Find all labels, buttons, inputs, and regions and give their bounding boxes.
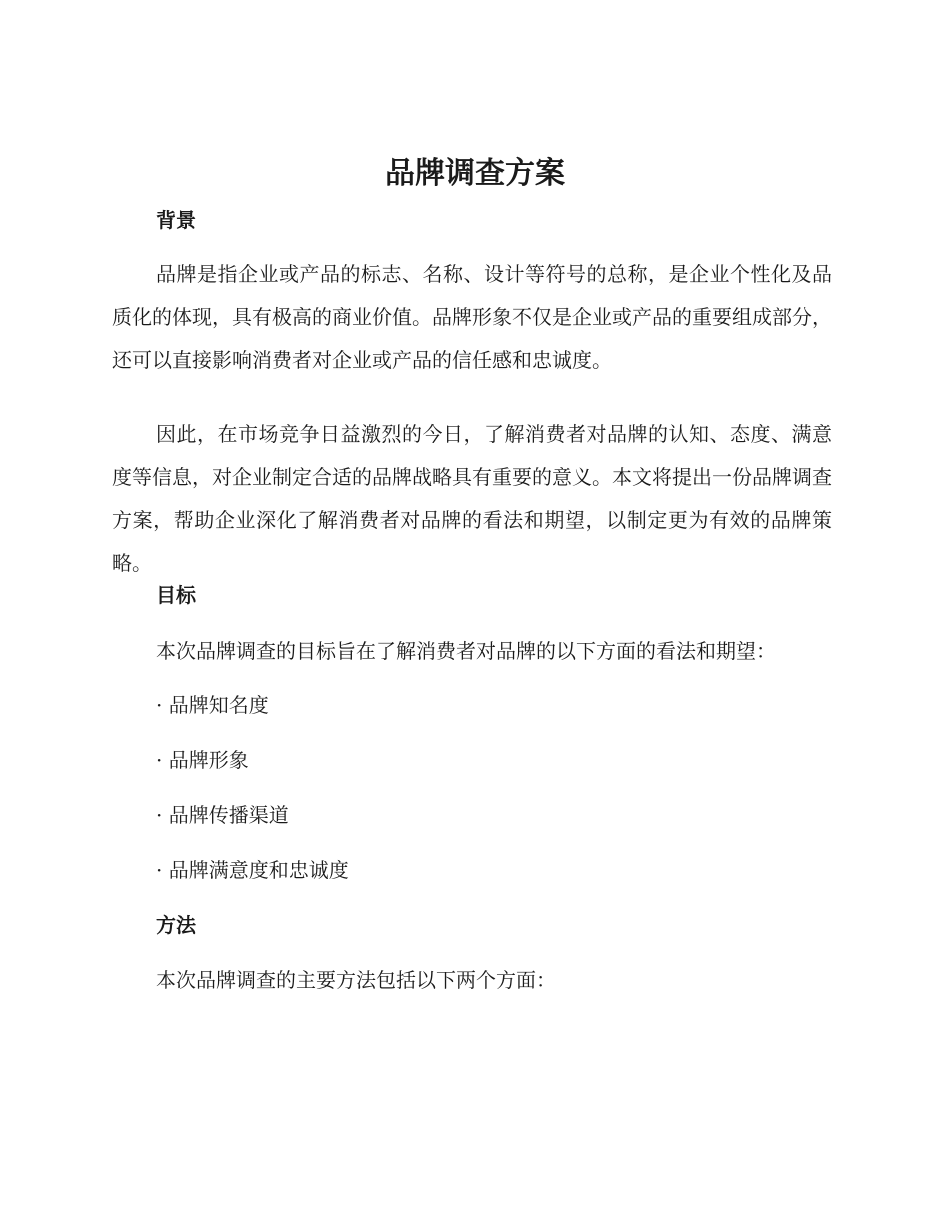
section-heading-background: 背景 — [156, 208, 196, 232]
section-heading-goal: 目标 — [156, 583, 196, 607]
section-heading-method: 方法 — [156, 913, 196, 937]
goal-list-item: · 品牌知名度 — [156, 693, 269, 717]
goal-list-item: · 品牌形象 — [156, 748, 249, 772]
background-paragraph-1: 品牌是指企业或产品的标志、名称、设计等符号的总称，是企业个性化及品质化的体现，具有极高的商业价值。品牌形象不仅是企业或产品的重要组成部分，还可以直接影响消费者对企业或产品的信任感和忠诚度。 — [112, 262, 832, 372]
goal-intro: 本次品牌调查的目标旨在了解消费者对品牌的以下方面的看法和期望： — [156, 639, 776, 663]
goal-list-item: · 品牌传播渠道 — [156, 803, 289, 827]
background-paragraph-2: 因此，在市场竞争日益激烈的今日，了解消费者对品牌的认知、态度、满意度等信息，对企业制定合适的品牌战略具有重要的意义。本文将提出一份品牌调查方案，帮助企业深化了解消费者对品牌的看法和期望，以制定更为有效的品牌策略。 — [112, 422, 832, 575]
document-title: 品牌调查方案 — [385, 156, 565, 191]
method-intro: 本次品牌调查的主要方法包括以下两个方面： — [156, 968, 556, 992]
goal-list-item: · 品牌满意度和忠诚度 — [156, 858, 349, 882]
